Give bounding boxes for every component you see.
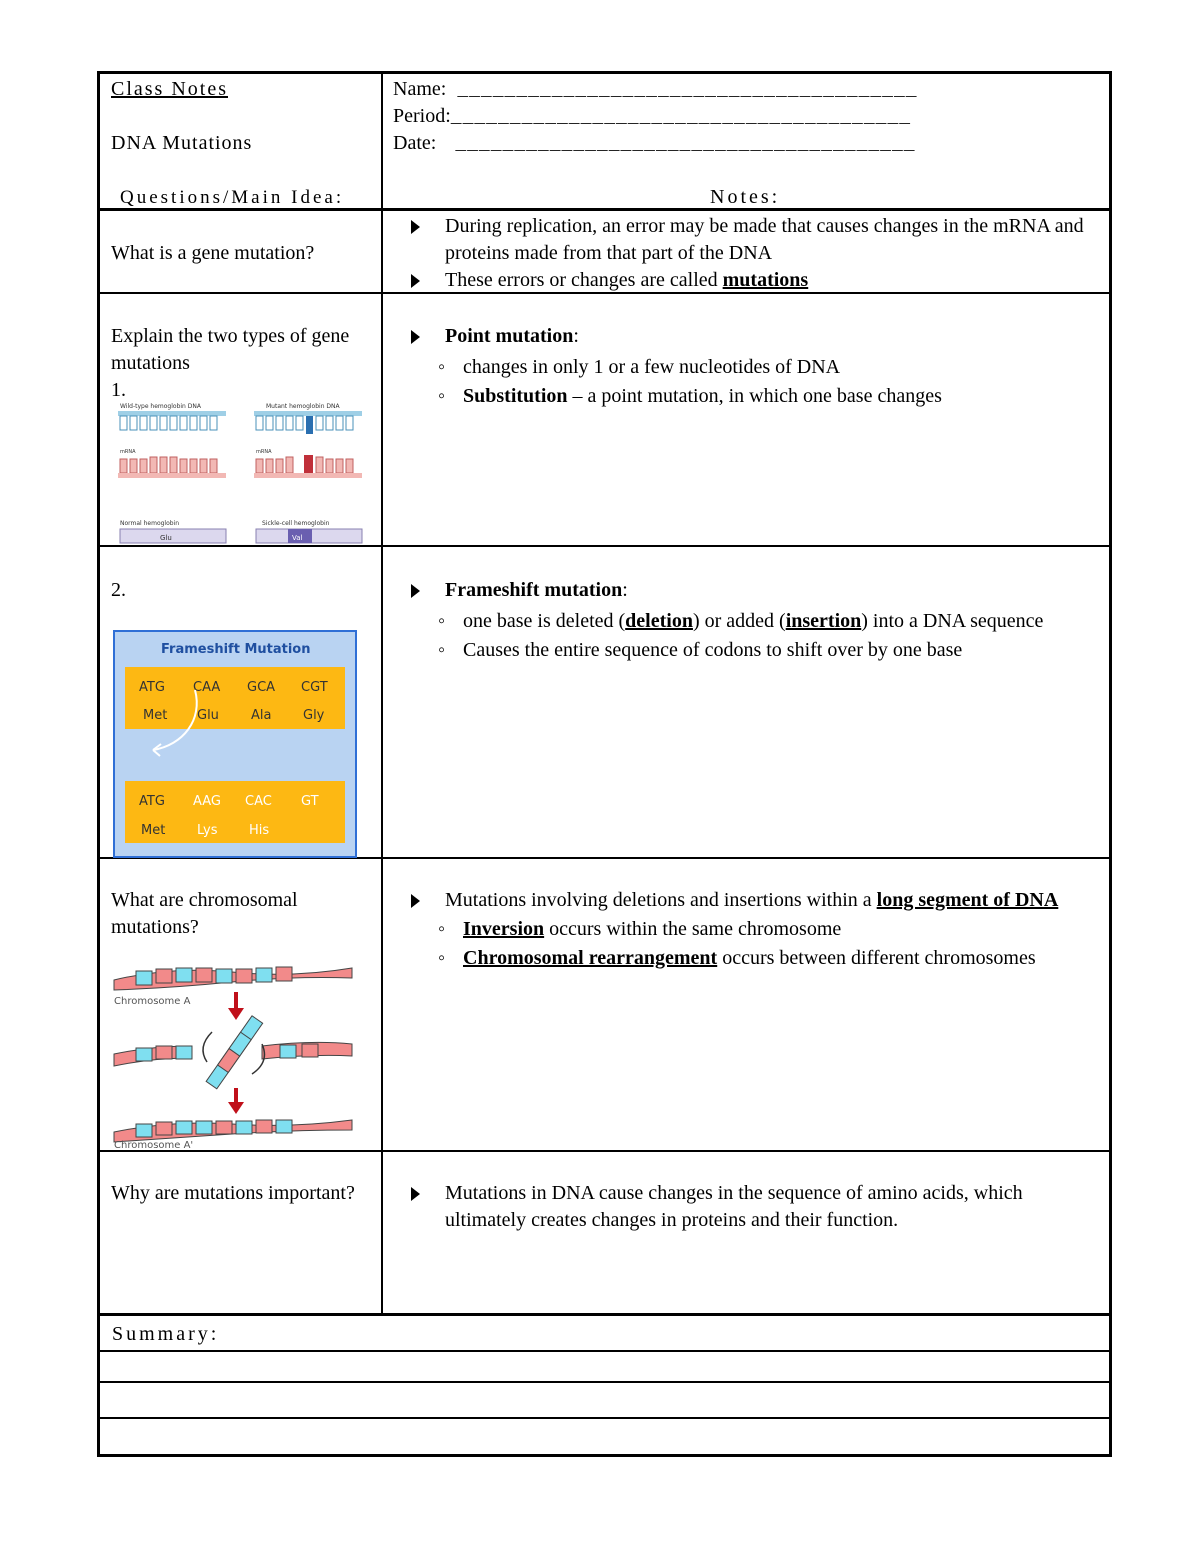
notes-why-important — [393, 1180, 1103, 1234]
term-rearrangement: Chromosomal rearrangement — [463, 947, 718, 969]
period-blank: _______________________________________ — [450, 108, 912, 128]
term-mutations: mutations — [722, 269, 809, 291]
sub-text: ) into a DNA sequence — [861, 610, 1044, 632]
question-chromosomal: What are chromosomal mutations? — [111, 889, 298, 938]
topic-title: DNA Mutations — [111, 132, 253, 154]
notes-frameshift — [393, 577, 1103, 666]
summary-line — [100, 1350, 1109, 1352]
questions-label: Questions/Main Idea: — [120, 187, 345, 208]
codon: GCA — [247, 680, 276, 695]
arrow-head-2 — [228, 1102, 244, 1114]
class-notes-title: Class Notes — [111, 78, 228, 100]
note-item — [393, 887, 1103, 972]
sub-item: ◦ Causes the entire sequence of codons to shift over by one base — [393, 637, 1103, 664]
item-number: 1. — [111, 379, 126, 401]
wild-mrna — [118, 457, 226, 478]
period-label: Period: — [393, 105, 451, 127]
notes-sheet — [97, 71, 1112, 1457]
date-blank: _______________________________________ — [455, 135, 916, 155]
summary-label: Summary: — [112, 1323, 220, 1345]
column-divider — [381, 74, 383, 1314]
amino-acid: Met — [143, 708, 168, 723]
codon: ATG — [139, 794, 165, 809]
sub-item: ◦ changes in only 1 or a few nucleotides of DNA — [393, 354, 1113, 381]
row-divider — [100, 1150, 1109, 1152]
amino-acid: His — [249, 823, 270, 838]
glu-label: Glu — [160, 534, 172, 542]
sub-item — [393, 945, 1103, 972]
period-field[interactable] — [393, 103, 911, 132]
codon: CAA — [193, 680, 221, 695]
sub-item — [393, 608, 1103, 635]
amino-acid: Met — [141, 823, 166, 838]
sub-item — [393, 383, 1113, 410]
amino-acid: Lys — [197, 823, 218, 838]
date-field[interactable] — [393, 130, 916, 159]
notes-point-mutation — [393, 323, 1113, 412]
chromosome-figure — [112, 962, 358, 1148]
note-text: These errors or changes are called — [445, 269, 718, 291]
mrna-label: mRNA — [120, 449, 136, 455]
note-text: Mutations involving deletions and insertions within a — [445, 889, 872, 911]
row-divider — [100, 1313, 1109, 1316]
note-item: Frameshift mutation: ◦ one base is deleted (deletion) or added (insertion) into a DNA sequence ◦ Causes the entire sequence of codons to shift over by one base — [393, 577, 1103, 664]
note-item: Point mutation: ◦ changes in only 1 or a few nucleotides of DNA ◦ Substitution – a point mutation, in which one base changes — [393, 323, 1113, 410]
term-insertion: insertion — [785, 610, 862, 632]
wild-dna-strand — [118, 411, 226, 430]
name-label: Name: — [393, 78, 447, 100]
question-text: Explain the two types of gene mutations — [111, 325, 350, 374]
codon: GT — [301, 794, 319, 809]
codon: CGT — [301, 680, 328, 695]
date-label: Date: — [393, 132, 437, 154]
sub-text: occurs between different chromosomes — [717, 947, 1036, 969]
notes-label: Notes: — [710, 186, 781, 208]
wild-type-label: Wild-type hemoglobin DNA — [120, 403, 201, 410]
sub-text: one base is deleted ( — [463, 610, 626, 632]
sub-text: – a point mutation, in which one base changes — [567, 385, 942, 407]
frameshift-title: Frameshift Mutation — [161, 642, 311, 657]
note-item: Mutations in DNA cause changes in the sequence of amino acids, which ultimately creates changes in proteins and their function. — [393, 1180, 1103, 1234]
codon: CAC — [245, 794, 272, 809]
question-two-types — [111, 323, 361, 404]
normal-protein — [120, 529, 226, 543]
question-gene-mutation: What is a gene mutation? — [111, 242, 315, 264]
name-blank: _______________________________________ — [457, 81, 918, 101]
chromosome-a-top — [114, 967, 352, 990]
summary-line — [100, 1417, 1109, 1419]
chromosome-a-label: Chromosome A — [114, 996, 191, 1007]
name-field[interactable] — [393, 76, 918, 105]
point-mutation-figure — [114, 401, 376, 545]
question-why-important: Why are mutations important? — [111, 1182, 355, 1204]
amino-acid: Gly — [303, 708, 325, 723]
sub-text: ) or added ( — [692, 610, 786, 632]
rotate-arrow — [203, 1032, 212, 1062]
val-label: Val — [292, 534, 303, 542]
chromosome-a-bottom — [114, 1120, 352, 1142]
term-long-segment: long segment of DNA — [876, 889, 1059, 911]
item-number-2: 2. — [111, 579, 126, 601]
mutant-dna-strand — [254, 411, 362, 434]
sickle-label: Sickle-cell hemoglobin — [262, 520, 330, 527]
point-mutation-heading: Point mutation — [445, 325, 574, 347]
term-deletion: deletion — [625, 610, 693, 632]
normal-label: Normal hemoglobin — [120, 520, 180, 527]
inverted-segment — [206, 1016, 263, 1089]
amino-acid: Glu — [197, 708, 219, 723]
note-item — [393, 267, 1093, 294]
sub-text: occurs within the same chromosome — [544, 918, 842, 940]
codon: AAG — [193, 794, 221, 809]
arrow-head-1 — [228, 1008, 244, 1020]
notes-gene-mutation — [393, 213, 1093, 294]
frameshift-heading: Frameshift mutation — [445, 579, 623, 601]
summary-line — [100, 1381, 1109, 1383]
amino-acid: Ala — [251, 708, 272, 723]
notes-chromosomal — [393, 887, 1103, 974]
chromosome-a-prime-label: Chromosome A' — [114, 1140, 194, 1148]
codon: ATG — [139, 680, 165, 695]
frameshift-figure — [113, 630, 357, 858]
mrna-label: mRNA — [256, 449, 272, 455]
mutant-label: Mutant hemoglobin DNA — [266, 403, 340, 410]
row-divider — [100, 545, 1109, 547]
sub-item — [393, 916, 1103, 943]
term-inversion: Inversion — [463, 918, 545, 940]
note-item: During replication, an error may be made that causes changes in the mRNA and proteins made from that part of the DNA — [393, 213, 1093, 267]
term-substitution: Substitution — [463, 385, 568, 407]
